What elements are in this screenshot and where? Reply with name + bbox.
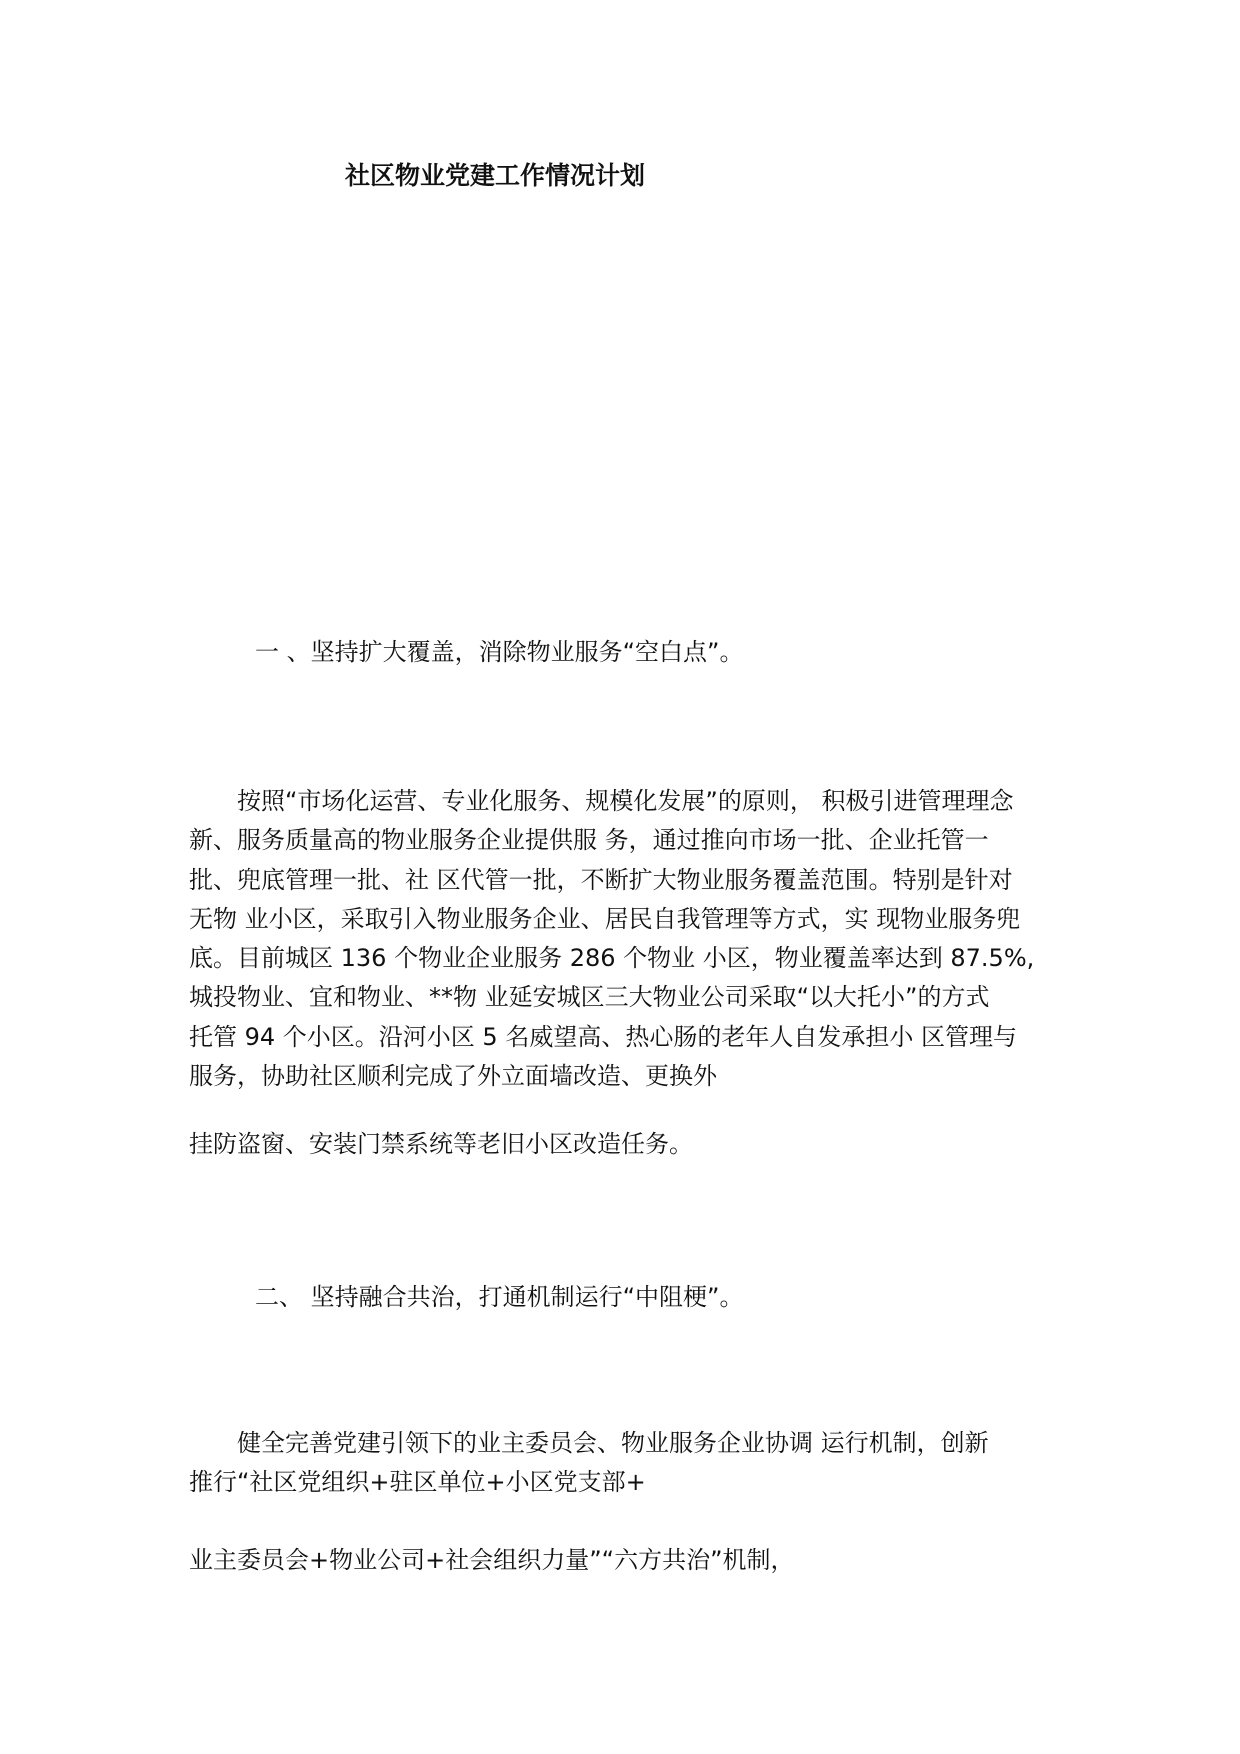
paragraph-line: 底。目前城区 136 个物业企业服务 286 个物业 小区，物业覆盖率达到 87.5%, [189,944,1035,973]
paragraph-line: 新、服务质量高的物业服务企业提供服 务，通过推向市场一批、企业托管一 [189,826,989,855]
section-2-heading: 二、 坚持融合共治，打通机制运行“中阻梗”。 [255,1283,744,1311]
paragraph-line: 按照“市场化运营、专业化服务、规模化发展”的原则， 积极引进管理理念 [189,787,1014,815]
paragraph-line: 托管 94 个小区。沿河小区 5 名威望高、热心肠的老年人自发承担小 区管理与 [189,1022,1017,1051]
section-1-continuation: 挂防盗窗、安装门禁系统等老旧小区改造任务。 [189,1130,693,1158]
section-2-continuation: 业主委员会+物业公司+社会组织力量”“六方共治”机制， [189,1546,795,1574]
section-1-heading: 一 、坚持扩大覆盖，消除物业服务“空白点”。 [255,638,744,666]
paragraph-line: 城投物业、宜和物业、**物 业延安城区三大物业公司采取“以大托小”的方式 [189,983,990,1012]
section-1-paragraph [189,782,1069,1096]
paragraph-line: 推行“社区党组织+驻区单位+小区党支部+ [189,1468,646,1497]
document-title: 社区物业党建工作情况计划 [345,161,646,190]
paragraph-line: 健全完善党建引领下的业主委员会、物业服务企业协调 运行机制，创新 [189,1429,989,1457]
paragraph-line: 无物 业小区，采取引入物业服务企业、居民自我管理等方式，实 现物业服务兜 [189,904,1021,933]
paragraph-line: 服务，协助社区顺利完成了外立面墙改造、更换外 [189,1062,717,1091]
section-2-paragraph [189,1424,1069,1503]
paragraph-line: 批、兜底管理一批、社 区代管一批，不断扩大物业服务覆盖范围。特别是针对 [189,865,1013,894]
